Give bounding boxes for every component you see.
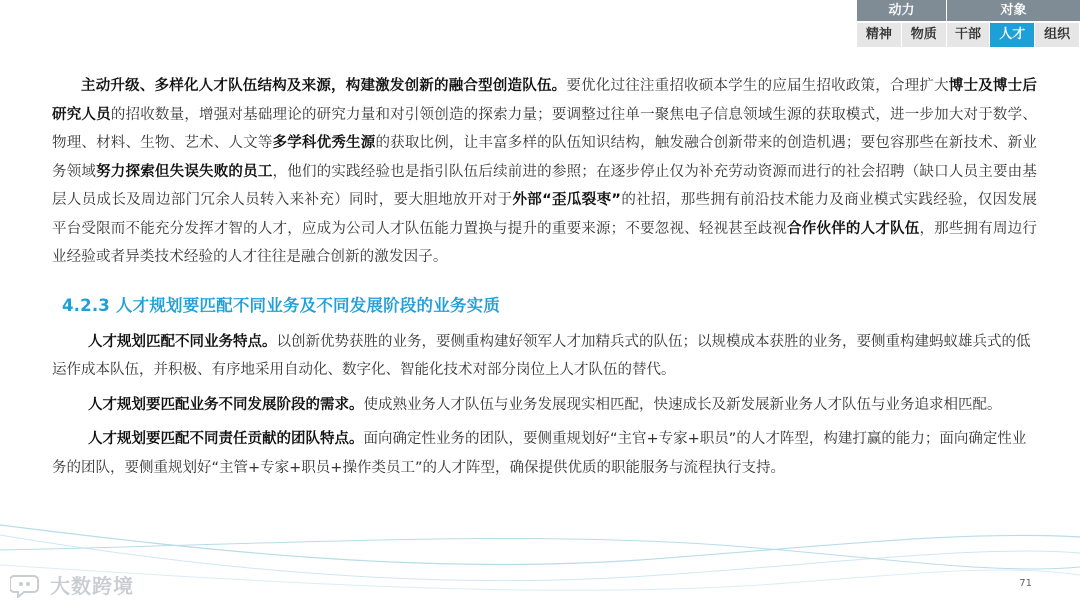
- brand-name: 大数跨境: [50, 574, 134, 598]
- point-title: 人才规划匹配不同业务特点。: [88, 333, 277, 350]
- point-text: 以创新优势获胜的业务，要侧重构建好领军人才加精兵式的队伍；以规模成本获胜的业务，要侧重构建蚂蚁雄兵式的低运作成本队伍，并积极、有序地采用自动化、数字化、智能化技术对部分岗位上人才队伍的替代。: [52, 333, 1031, 378]
- text-run: 要优化过往注重招收硕本学生的应届生招收政策，合理扩大: [566, 78, 949, 94]
- bold-phrase: 努力探索但失误失败的员工: [96, 163, 273, 180]
- bold-phrase: 合作伙伴的人才队伍: [787, 220, 920, 237]
- tab-ganbu[interactable]: 干部: [947, 23, 990, 47]
- decorative-waves: [0, 505, 1080, 605]
- intro-paragraph: [52, 72, 1037, 272]
- bold-phrase: 外部“歪瓜裂枣”: [512, 192, 622, 208]
- point-title: 人才规划要匹配业务不同发展阶段的需求。: [88, 396, 364, 413]
- nav-category-dongli: 动力: [857, 0, 946, 21]
- section-heading: 4.2.3 人才规划要匹配不同业务及不同发展阶段的业务实质: [62, 295, 501, 315]
- section-nav: [857, 0, 1080, 47]
- text-run: 的获取比例，让丰富多样的队伍知识结构，触发融合创新带来的创造机遇；要包容那些在新技术、新业务领域: [52, 135, 1037, 180]
- nav-categories: [857, 0, 1080, 21]
- point-paragraph-3: [52, 425, 1037, 482]
- bold-phrase: 主动升级、多样化人才队伍结构及来源，构建激发创新的融合型创造队伍。: [81, 78, 567, 94]
- text-run: ，他们的实践经验也是指引队伍后续前进的参照；在逐步停止仅为补充劳动资源而进行的社会招聘（缺口人员主要由基层人员成长及周边部门冗余人员转入来补充）同时，要大胆地放开对于: [52, 163, 1037, 208]
- brand-logo: [10, 570, 134, 599]
- point-text: 面向确定性业务的团队，要侧重规划好“主官+专家+职员”的人才阵型，构建打赢的能力；面向确定性业务的团队，要侧重规划好“主管+专家+职员+操作类员工”的人才阵型，确保提供优质的职能服务与流程执行支持。: [52, 431, 1027, 476]
- point-paragraph-2: [52, 391, 1037, 420]
- point-text: 使成熟业务人才队伍与业务发展现实相匹配，快速成长及新发展新业务人才队伍与业务追求相匹配。: [363, 396, 1002, 413]
- tab-zuzhi[interactable]: 组织: [1035, 23, 1079, 47]
- text-run: 的招收数量，增强对基础理论的研究力量和对引领创造的探索力量；要调整过往单一聚焦电子信息领域生源的获取模式，进一步加大对于数学、物理、材料、生物、艺术、人文等: [52, 106, 1037, 151]
- nav-category-duixiang: 对象: [947, 0, 1080, 21]
- point-title: 人才规划要匹配不同责任贡献的团队特点。: [88, 431, 364, 447]
- tab-rencai[interactable]: 人才: [990, 23, 1034, 47]
- point-paragraph-1: [52, 328, 1037, 385]
- tab-jingshen[interactable]: 精神: [857, 23, 901, 47]
- page-content: [52, 72, 1037, 488]
- bold-phrase: 多学科优秀生源: [272, 135, 376, 151]
- chat-bubble-icon: [10, 572, 44, 598]
- text-run: 的社招，那些拥有前沿技术能力及商业模式实践经验，仅因发展平台受限而不能充分发挥才智的人才，应成为公司人才队伍能力置换与提升的重要来源；不要忽视、轻视甚至歧视: [52, 192, 1037, 237]
- bold-phrase: 博士及博士后研究人员: [52, 78, 1037, 123]
- text-run: ，那些拥有周边行业经验或者异类技术经验的人才往往是融合创新的激发因子。: [52, 220, 1038, 265]
- tab-wuzhi[interactable]: 物质: [902, 23, 946, 47]
- page-number: 71: [1019, 578, 1032, 589]
- nav-tabs: [857, 23, 1080, 47]
